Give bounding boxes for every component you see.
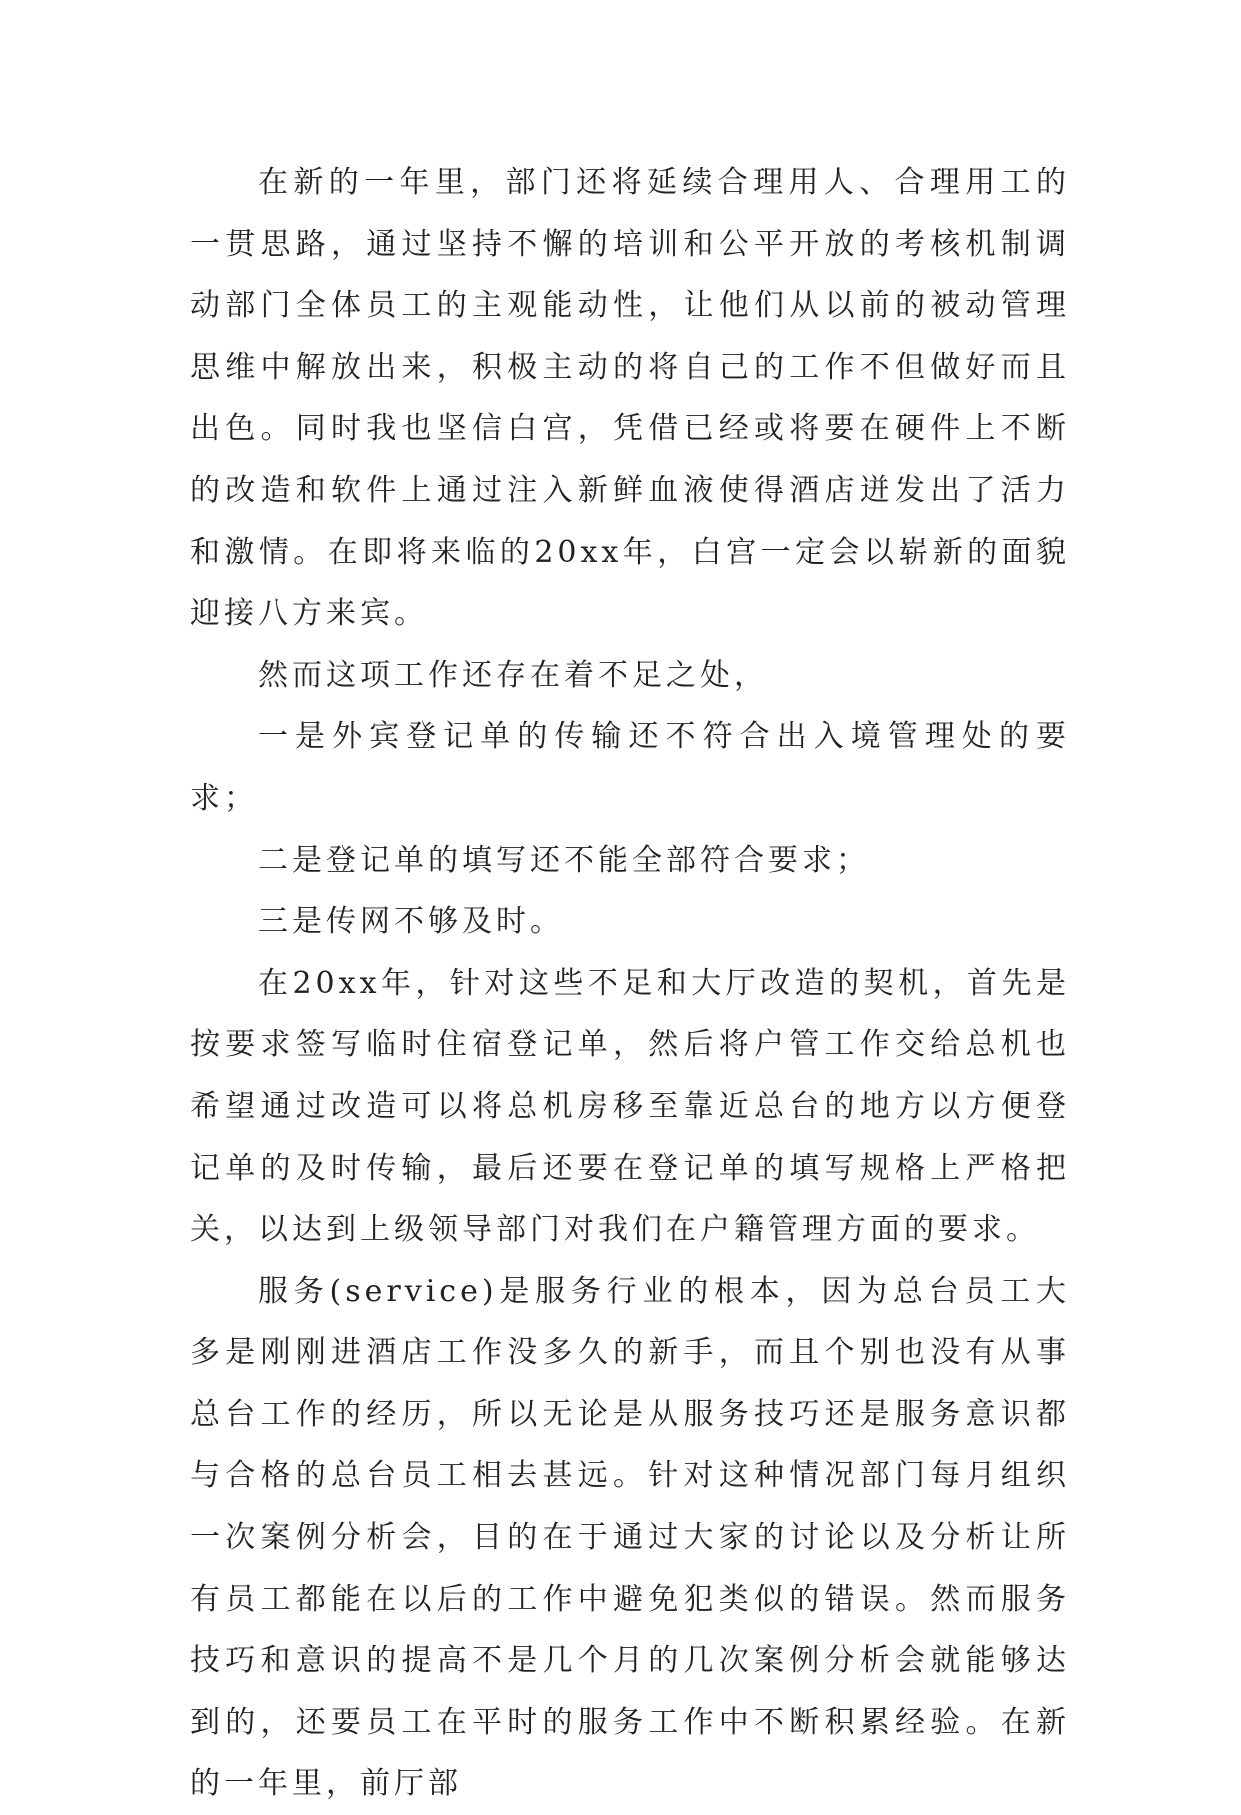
paragraph-shortcoming-two: 二是登记单的填写还不能全部符合要求； — [258, 842, 870, 878]
paragraph-shortcoming-three: 三是传网不够及时。 — [258, 904, 564, 940]
paragraph-service: 服务(service)是服务行业的根本，因为总台员工大多是刚刚进酒店工作没多久的新手，而且个别也没有从事总台工作的经历，所以无论是从服务技巧还是服务意识都与合格的总台员工相去甚远。针对这种情况部门每月组织一次案例分析会，目的在于通过大家的讨论以及分析让所有员工都能在以后的工作中避免犯类似的错误。然而服务技巧和意识的提高不是几个月的几次案例分析会就能够达到的，还要员工在平时的服务工作中不断积累经验。在新的一年里，前厅部 — [190, 1273, 1070, 1802]
paragraph-shortcomings-intro: 然而这项工作还存在着不足之处， — [258, 657, 768, 693]
paragraph-improvement-plan: 在20xx年，针对这些不足和大厅改造的契机，首先是按要求签写临时住宿登记单，然后将户管工作交给总机也希望通过改造可以将总机房移至靠近总台的地方以方便登记单的及时传输，最后还要在登记单的填写规格上严格把关，以达到上级领导部门对我们在户籍管理方面的要求。 — [190, 965, 1070, 1248]
document-body — [190, 152, 1070, 1815]
paragraph-shortcoming-one: 一是外宾登记单的传输还不符合出入境管理处的要求； — [190, 719, 1070, 816]
paragraph-new-year-plan: 在新的一年里，部门还将延续合理用人、合理用工的一贯思路，通过坚持不懈的培训和公平开放的考核机制调动部门全体员工的主观能动性，让他们从以前的被动管理思维中解放出来，积极主动的将自己的工作不但做好而且出色。同时我也坚信白宫，凭借已经或将要在硬件上不断的改造和软件上通过注入新鲜血液使得酒店迸发出了活力和激情。在即将来临的20xx年，白宫一定会以崭新的面貌迎接八方来宾。 — [190, 165, 1070, 632]
